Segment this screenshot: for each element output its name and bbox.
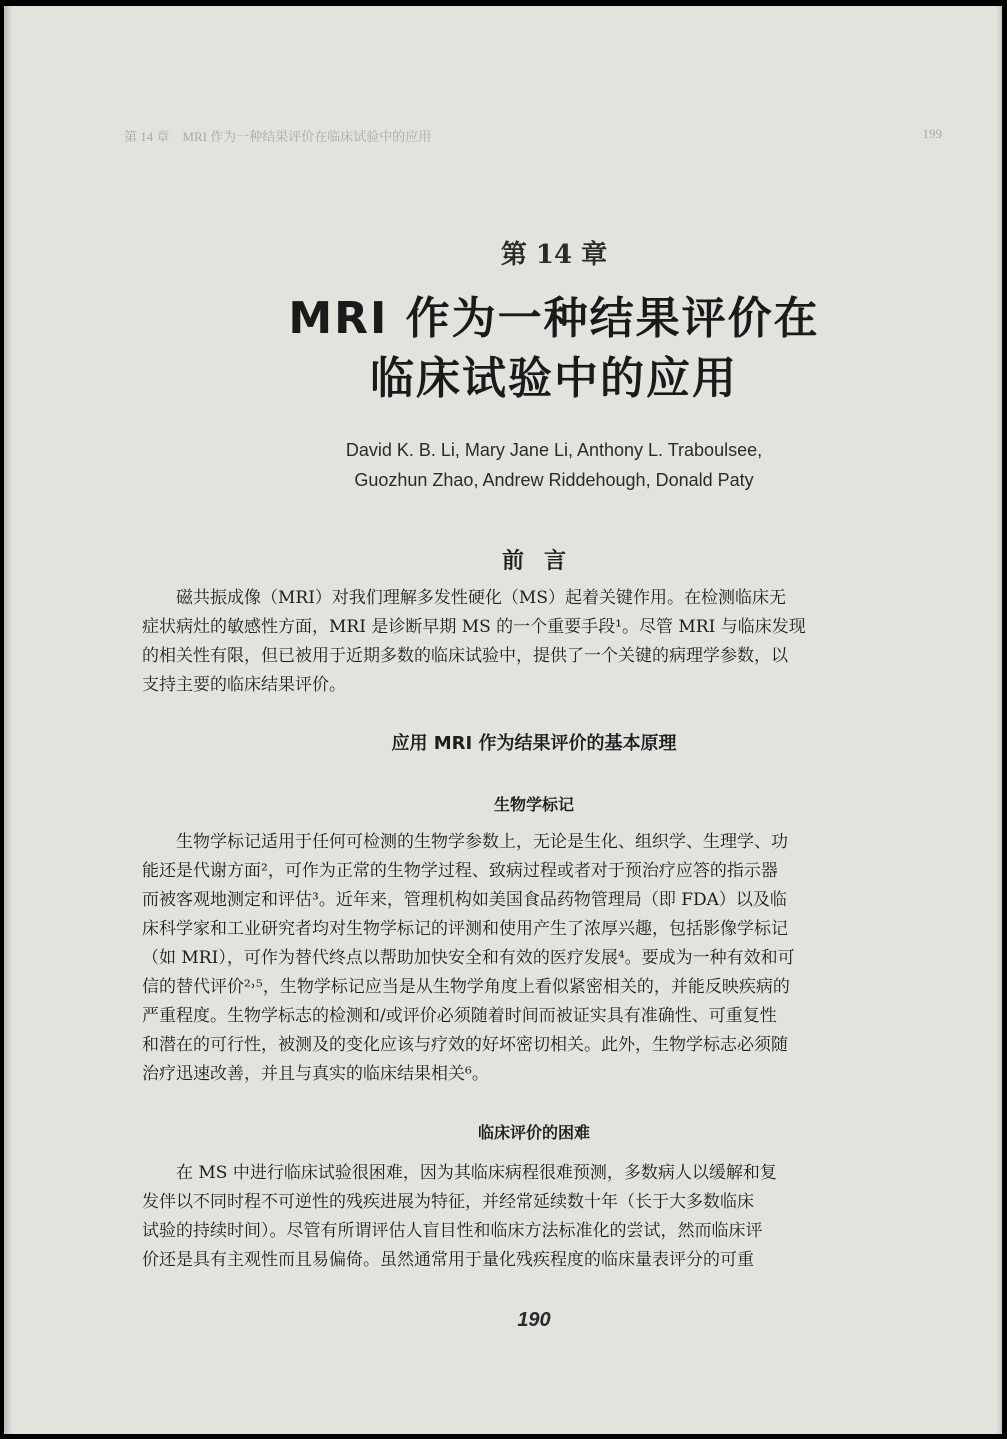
preface-line: 症状病灶的敏感性方面，MRI 是诊断早期 MS 的一个重要手段¹。尽管 MRI 与临床发现 [142, 617, 806, 637]
chapter-title-line-1: MRI 作为一种结果评价在 [288, 293, 820, 344]
biomarkers-line: 和潜在的可行性，被测及的变化应该与疗效的好坏密切相关。此外，生物学标志必须随 [142, 1035, 788, 1055]
preface-line: 支持主要的临床结果评价。 [142, 675, 346, 695]
page-edge-shadow-left [4, 6, 12, 1434]
difficulties-line: 在 MS 中进行临床试验很困难，因为其临床病程很难预测，多数病人以缓解和复 [176, 1163, 777, 1183]
biomarkers-heading: 生物学标记 [493, 795, 574, 814]
running-head-page: 199 [922, 126, 942, 141]
preface-heading: 前言 [501, 549, 586, 574]
biomarkers-line: （如 MRI），可作为替代终点以帮助加快安全和有效的医疗发展⁴。要成为一种有效和可 [142, 948, 795, 968]
biomarkers-line: 能还是代谢方面²，可作为正常的生物学过程、致病过程或者对于预治疗应答的指示器 [142, 861, 778, 881]
biomarkers-paragraph [142, 828, 922, 1089]
preface-line: 磁共振成像（MRI）对我们理解多发性硬化（MS）起着关键作用。在检测临床无 [176, 588, 786, 608]
difficulties-heading: 临床评价的困难 [477, 1123, 590, 1142]
biomarkers-line: 信的替代评价²˒⁵，生物学标记应当是从生物学角度上看似紧密相关的，并能反映疾病的 [142, 977, 790, 997]
preface-line: 的相关性有限，但已被用于近期多数的临床试验中，提供了一个关键的病理学参数，以 [142, 646, 788, 666]
difficulties-line: 试验的持续时间）。尽管有所谓评估人盲目性和临床方法标准化的尝试，然而临床评 [142, 1221, 763, 1241]
preface-paragraph [142, 584, 922, 700]
biomarkers-line: 床科学家和工业研究者均对生物学标记的评测和使用产生了浓厚兴趣，包括影像学标记 [142, 919, 788, 939]
page-number: 190 [517, 1309, 551, 1331]
running-head [124, 126, 942, 145]
difficulties-line: 价还是具有主观性而且易偏倚。虽然通常用于量化残疾程度的临床量表评分的可重 [142, 1250, 754, 1270]
principles-heading: 应用 MRI 作为结果评价的基本原理 [391, 733, 677, 754]
biomarkers-line: 严重程度。生物学标志的检测和/或评价必须随着时间而被证实具有准确性、可重复性 [142, 1006, 777, 1026]
running-head-text: 第 14 章 MRI 作为一种结果评价在临床试验中的应用 [124, 129, 432, 144]
authors-line-1: David K. B. Li, Mary Jane Li, Anthony L. Traboulsee, [345, 440, 763, 460]
authors-line-2: Guozhun Zhao, Andrew Riddehough, Donald Paty [354, 470, 754, 490]
chapter-title-line-2: 临床试验中的应用 [370, 353, 738, 404]
book-page [4, 6, 1002, 1434]
biomarkers-line: 生物学标记适用于任何可检测的生物学参数上，无论是生化、组织学、生理学、功 [176, 832, 788, 852]
biomarkers-line: 而被客观地测定和评估³。近年来，管理机构如美国食品药物管理局（即 FDA）以及临 [142, 890, 787, 910]
page-edge-shadow-right [996, 6, 1002, 1434]
difficulties-paragraph [142, 1159, 922, 1275]
difficulties-line: 发伴以不同时程不可逆性的残疾进展为特征，并经常延续数十年（长于大多数临床 [142, 1192, 754, 1212]
biomarkers-line: 治疗迅速改善，并且与真实的临床结果相关⁶。 [142, 1064, 489, 1084]
chapter-number: 第 14 章 [500, 240, 608, 270]
